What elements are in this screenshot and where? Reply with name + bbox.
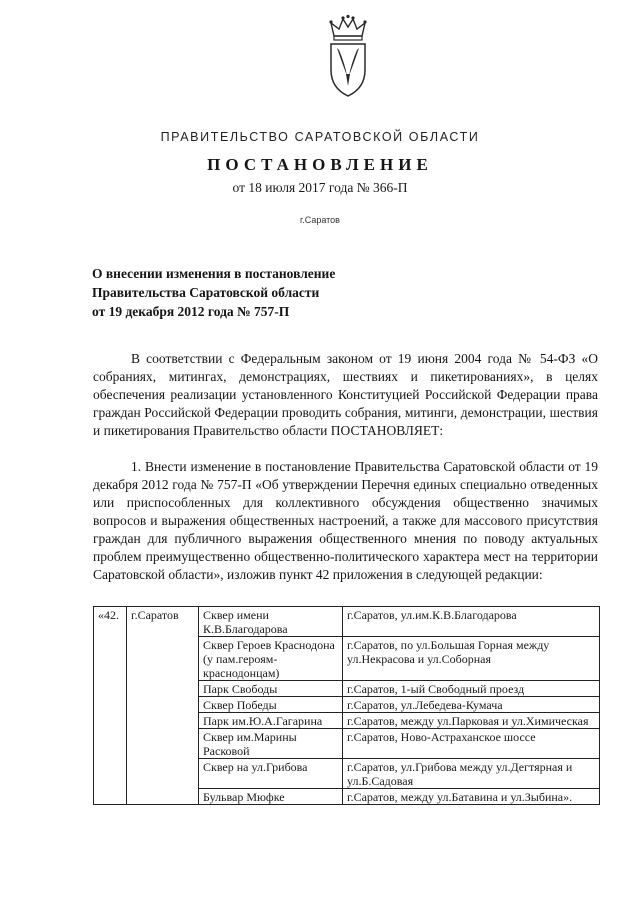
place-name-cell: Сквер на ул.Грибова	[199, 759, 343, 789]
place-name-cell: Сквер имени К.В.Благодарова	[199, 607, 343, 637]
place-address-cell: г.Саратов, ул.им.К.В.Благодарова	[343, 607, 600, 637]
document-type-title: ПОСТАНОВЛЕНИЕ	[207, 155, 433, 174]
place-address-cell: г.Саратов, ул.Грибова между ул.Дегтярная и ул.Б.Садовая	[343, 759, 600, 789]
city-cell: г.Саратов	[127, 607, 199, 805]
item-number-cell: «42.	[94, 607, 127, 805]
places-table	[93, 606, 600, 805]
subject-line: О внесении изменения в постановление	[92, 266, 336, 281]
place-address-cell: г.Саратов, 1-ый Свободный проезд	[343, 681, 600, 697]
place-address-cell: г.Саратов, ул.Лебедева-Кумача	[343, 697, 600, 713]
table-row	[94, 607, 600, 637]
place-address-cell: г.Саратов, по ул.Большая Горная между ул.Некрасова и ул.Соборная	[343, 637, 600, 681]
place-name-cell: Парк Свободы	[199, 681, 343, 697]
subject-heading	[92, 264, 335, 321]
place-name-cell: Сквер Победы	[199, 697, 343, 713]
place-address-cell: г.Саратов, Ново-Астраханское шоссе	[343, 729, 600, 759]
document-date-number: от 18 июля 2017 года № 366-П	[232, 180, 408, 195]
coat-of-arms-emblem	[325, 14, 371, 98]
place-name-cell: Бульвар Мюфке	[199, 789, 343, 805]
place-name-cell: Сквер им.Марины Расковой	[199, 729, 343, 759]
preamble-paragraph: В соответствии с Федеральным законом от 19 июня 2004 года № 54-ФЗ «О собраниях, митингах, демонстрациях, шествиях и пикетированиях», в целях обеспечения реализации установленного Конституцией Российской Федерации права граждан Российской Федерации проводить собрания, митинги, демонстрации, шествия и пикетирования Правительство области ПОСТАНОВЛЯЕТ:	[93, 351, 598, 438]
amendment-paragraph: 1. Внести изменение в постановление Правительства Саратовской области от 19 декабря 2012 года № 757-П «Об утверждении Перечня единых специально отведенных или приспособленных для коллективного обсуждения общественно значимых вопросов и выражения общественных настроений, а также для массового присутствия граждан для публичного выражения общественного мнения по поводу актуальных проблем преимущественно общественно-политического характера мест на территории Саратовской области», изложив пункт 42 приложения в следующей редакции:	[93, 459, 598, 582]
place-name-cell: Парк им.Ю.А.Гагарина	[199, 713, 343, 729]
place-name-cell: Сквер Героев Краснодона (у пам.героям-краснодонцам)	[199, 637, 343, 681]
issue-city: г.Саратов	[300, 215, 340, 225]
subject-line: от 19 декабря 2012 года № 757-П	[92, 304, 290, 319]
government-name: ПРАВИТЕЛЬСТВО САРАТОВСКОЙ ОБЛАСТИ	[160, 130, 480, 144]
place-address-cell: г.Саратов, между ул.Парковая и ул.Химическая	[343, 713, 600, 729]
place-address-cell: г.Саратов, между ул.Батавина и ул.Зыбина».	[343, 789, 600, 805]
subject-line: Правительства Саратовской области	[92, 285, 320, 300]
